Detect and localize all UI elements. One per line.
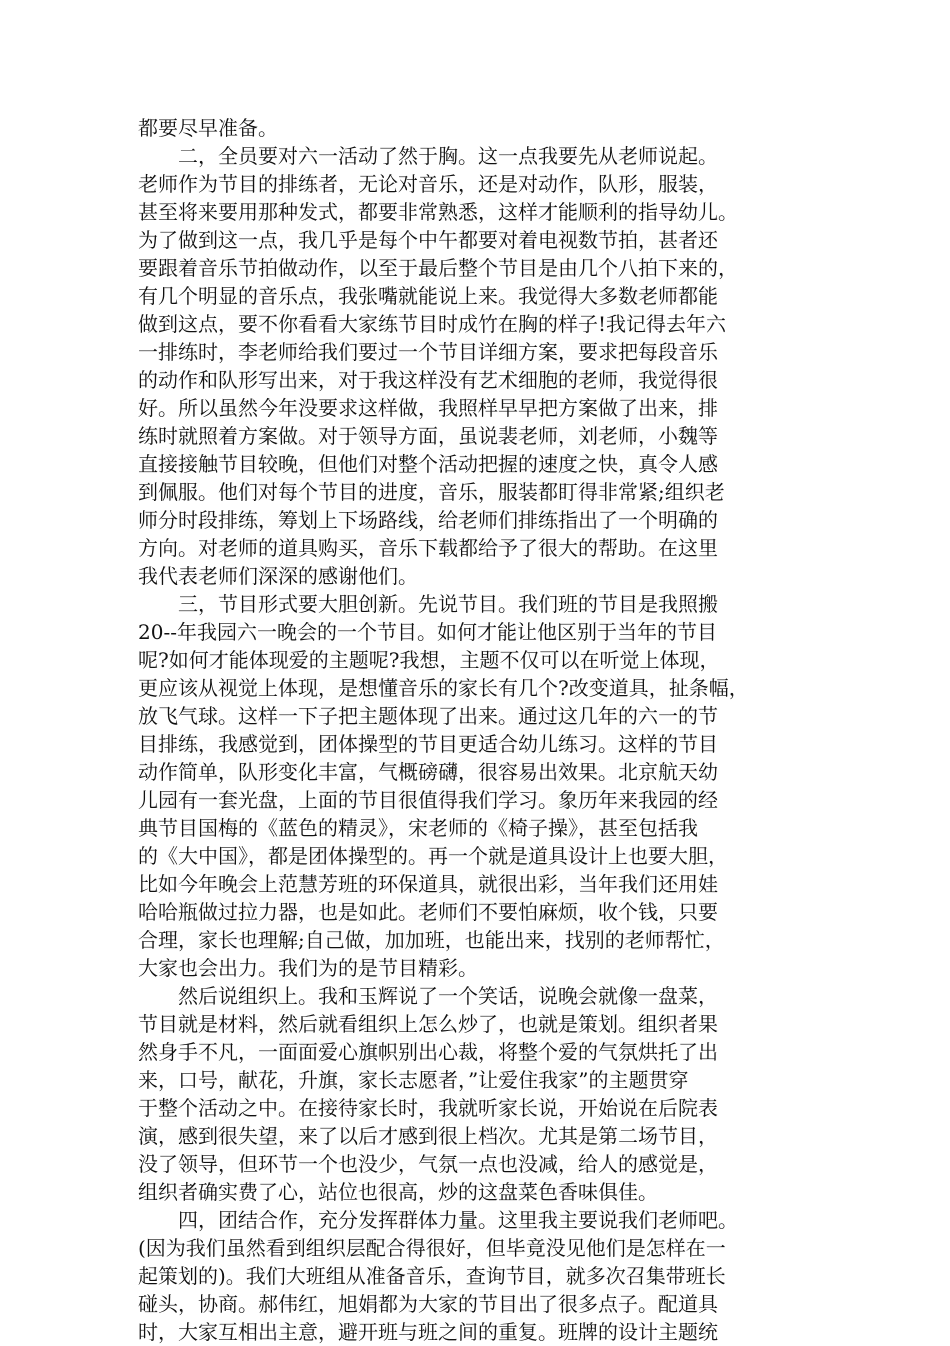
text-line: 三，节目形式要大胆创新。先说节目。我们班的节目是我照搬 [138,592,718,616]
text-line: 呢?如何才能体现爱的主题呢?我想，主题不仅可以在听觉上体现， [138,648,720,672]
text-line: 更应该从视觉上体现，是想懂音乐的家长有几个?改变道具，扯条幅， [138,676,749,700]
text-line: 起策划的)。我们大班组从准备音乐，查询节目，就多次召集带班长 [138,1264,726,1288]
text-line: 都要尽早准备。 [138,116,278,140]
text-line: 于整个活动之中。在接待家长时，我就听家长说，开始说在后院表 [138,1096,718,1120]
text-line: 然后说组织上。我和玉辉说了一个笑话，说晚会就像一盘菜， [138,984,718,1008]
text-line: 时，大家互相出主意，避开班与班之间的重复。班牌的设计主题统 [138,1320,718,1344]
text-line: 做到这点，要不你看看大家练节目时成竹在胸的样子!我记得去年六 [138,312,727,336]
text-line: 的《大中国》，都是团体操型的。再一个就是道具设计上也要大胆， [138,844,728,868]
text-line: 大家也会出力。我们为的是节目精彩。 [138,956,478,980]
text-line: 二，全员要对六一活动了然于胸。这一点我要先从老师说起。 [138,144,718,168]
text-line: 好。所以虽然今年没要求这样做，我照样早早把方案做了出来，排 [138,396,718,420]
text-line: 节目就是材料，然后就看组织上怎么炒了，也就是策划。组织者果 [138,1012,718,1036]
text-line: 碰头，协商。郝伟红，旭娟都为大家的节目出了很多点子。配道具 [138,1292,718,1316]
text-line: 有几个明显的音乐点，我张嘴就能说上来。我觉得大多数老师都能 [138,284,718,308]
text-line: 放飞气球。这样一下子把主题体现了出来。通过这几年的六一的节 [138,704,718,728]
text-line: 直接接触节目较晚，但他们对整个活动把握的速度之快，真令人感 [138,452,718,476]
text-line: 典节目国梅的《蓝色的精灵》，宋老师的《椅子操》，甚至包括我 [138,816,698,840]
text-line: 为了做到这一点，我几乎是每个中午都要对着电视数节拍，甚者还 [138,228,718,252]
text-line: 动作简单，队形变化丰富，气概磅礴，很容易出效果。北京航天幼 [138,760,718,784]
text-line: 目排练，我感觉到，团体操型的节目更适合幼儿练习。这样的节目 [138,732,718,756]
text-line: 要跟着音乐节拍做动作，以至于最后整个节目是由几个八拍下来的， [138,256,738,280]
text-line: 方向。对老师的道具购买，音乐下载都给予了很大的帮助。在这里 [138,536,718,560]
text-line: 儿园有一套光盘，上面的节目很值得我们学习。象历年来我园的经 [138,788,718,812]
document-body [138,114,818,1346]
text-line: 哈哈瓶做过拉力器，也是如此。老师们不要怕麻烦，收个钱，只要 [138,900,718,924]
text-line: 到佩服。他们对每个节目的进度，音乐，服装都盯得非常紧;组织老 [138,480,725,504]
text-line: 一排练时，李老师给我们要过一个节目详细方案，要求把每段音乐 [138,340,718,364]
text-line: 20--年我园六一晚会的一个节目。如何才能让他区别于当年的节目 [138,620,717,644]
text-line: 比如今年晚会上范慧芳班的环保道具，就很出彩，当年我们还用娃 [138,872,718,896]
text-line: 四，团结合作，充分发挥群体力量。这里我主要说我们老师吧。 [138,1208,738,1232]
text-line: 组织者确实费了心，站位也很高，炒的这盘菜色香味俱佳。 [138,1180,658,1204]
text-line: 合理，家长也理解;自己做，加加班，也能出来，找别的老师帮忙， [138,928,725,952]
text-line: 没了领导，但环节一个也没少，气氛一点也没减，给人的感觉是， [138,1152,718,1176]
text-line: 演，感到很失望，来了以后才感到很上档次。尤其是第二场节目， [138,1124,718,1148]
text-line: 老师作为节目的排练者，无论对音乐，还是对动作，队形，服装， [138,172,718,196]
text-line: 练时就照着方案做。对于领导方面，虽说裴老师，刘老师，小魏等 [138,424,718,448]
text-line: 我代表老师们深深的感谢他们。 [138,564,418,588]
text-line: 甚至将来要用那种发式，都要非常熟悉，这样才能顺利的指导幼儿。 [138,200,738,224]
text-line: 的动作和队形写出来，对于我这样没有艺术细胞的老师，我觉得很 [138,368,718,392]
text-line: 然身手不凡，一面面爱心旗帜别出心裁，将整个爱的气氛烘托了出 [138,1040,718,1064]
text-line: 师分时段排练，筹划上下场路线，给老师们排练指出了一个明确的 [138,508,718,532]
text-line: (因为我们虽然看到组织层配合得很好，但毕竟没见他们是怎样在一 [138,1236,726,1260]
text-line: 来，口号，献花，升旗，家长志愿者，”让爱住我家”的主题贯穿 [138,1068,689,1092]
